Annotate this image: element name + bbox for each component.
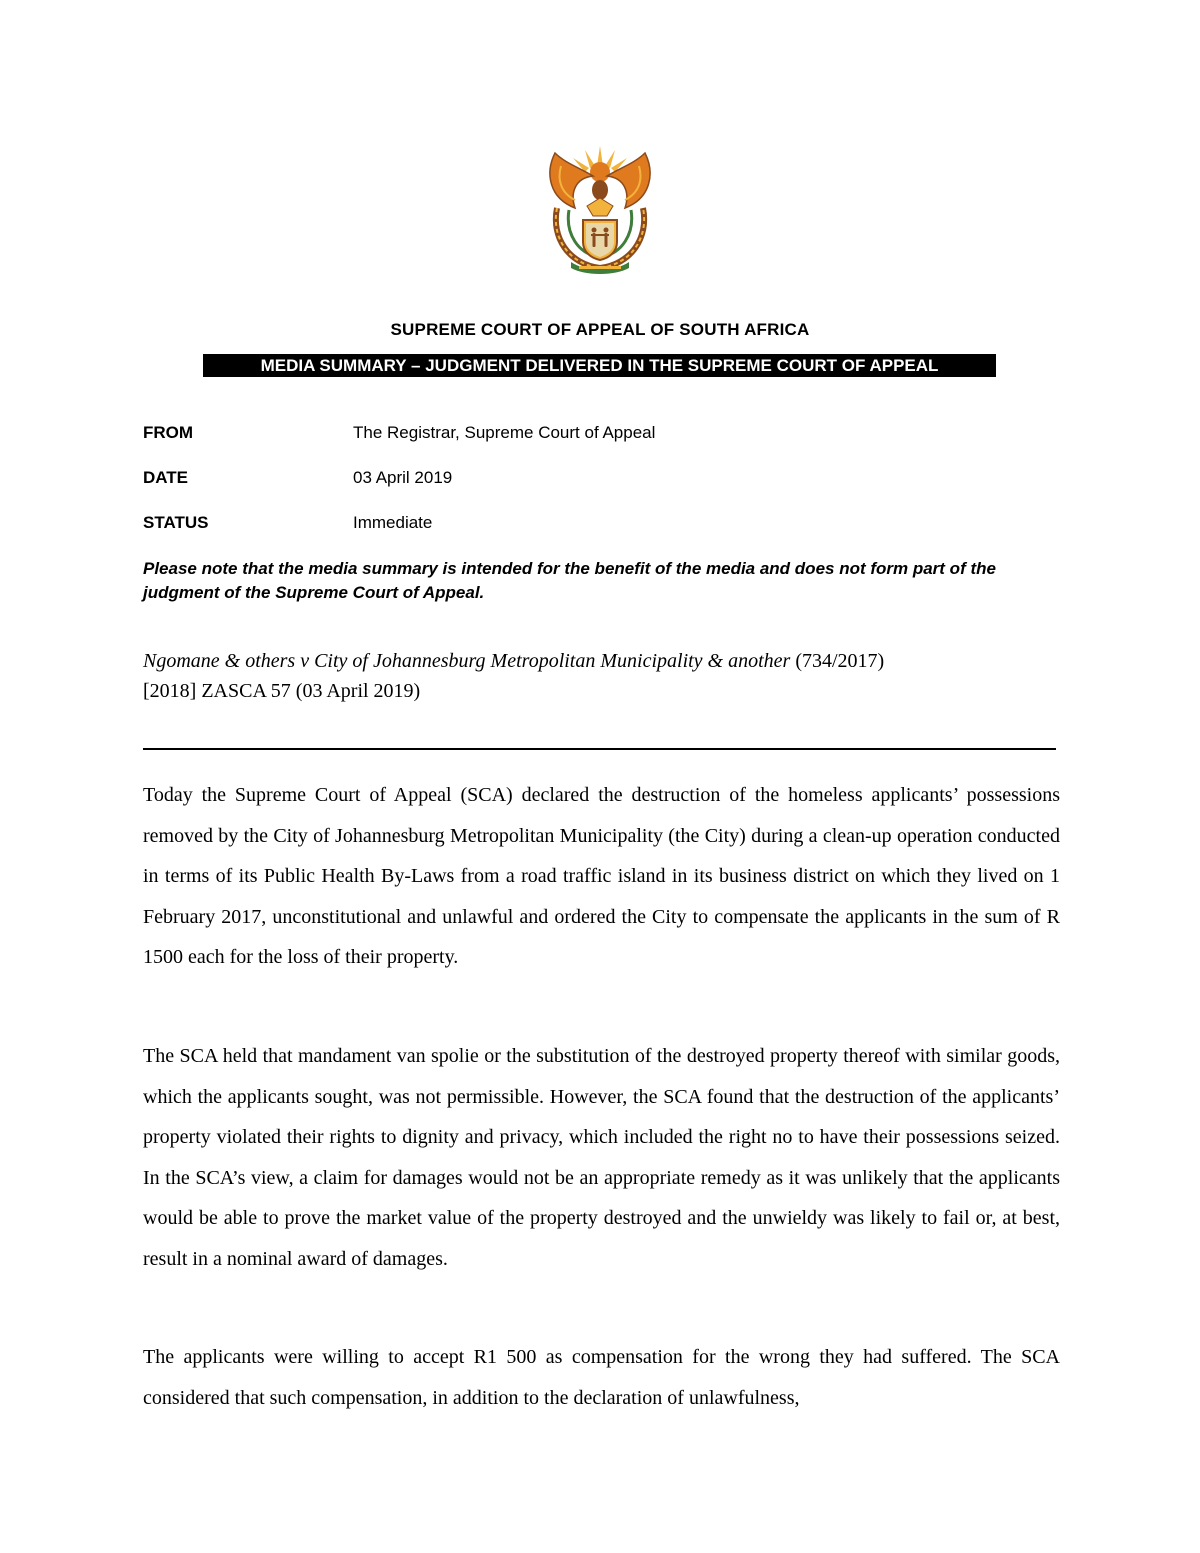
status-label: STATUS	[143, 513, 209, 532]
horizontal-divider	[143, 748, 1056, 750]
from-value: The Registrar, Supreme Court of Appeal	[353, 423, 656, 442]
from-label: FROM	[143, 423, 194, 442]
paragraph-2: The SCA held that mandament van spolie or the substitution of the destroyed property thereof with similar goods, which the applicants sought, was not permissible. However, the SCA found that the destruction of the applicants’ property violated their rights to dignity and privacy, which included the right no to have their possessions seized. In the SCA’s view, a claim for damages would not be an appropriate remedy as it was unlikely that the applicants would be able to prove the market value of the property destroyed and the unwieldy was likely to fail or, at best, result in a nominal award of damages.	[143, 1045, 1060, 1270]
status-value: Immediate	[353, 513, 433, 532]
media-summary-banner: MEDIA SUMMARY – JUDGMENT DELIVERED IN THE SUPREME COURT OF APPEAL	[203, 354, 996, 377]
case-reference: [2018] ZASCA 57 (03 April 2019)	[143, 680, 421, 702]
case-citation	[143, 646, 1063, 706]
court-name-heading: SUPREME COURT OF APPEAL OF SOUTH AFRICA	[390, 320, 810, 339]
paragraph-1: Today the Supreme Court of Appeal (SCA) declared the destruction of the homeless applicants’ possessions removed by the City of Johannesburg Metropolitan Municipality (the City) during a clean-up operation conducted in terms of its Public Health By-Laws from a road traffic island in its business district on which they lived on 1 February 2017, unconstitutional and unlawful and ordered the City to compensate the applicants in the sum of R 1500 each for the loss of their property.	[143, 784, 1060, 968]
date-value: 03 April 2019	[353, 468, 453, 487]
coat-of-arms-icon	[535, 138, 665, 278]
media-disclaimer-note: Please note that the media summary is intended for the benefit of the media and does not form part of the judgment of the Supreme Court of Appeal.	[143, 559, 996, 602]
case-name: Ngomane & others v City of Johannesburg Metropolitan Municipality & another	[143, 650, 791, 672]
date-label: DATE	[143, 468, 189, 487]
paragraph-3: The applicants were willing to accept R1 500 as compensation for the wrong they had suffered. The SCA considered that such compensation, in addition to the declaration of unlawfulness,	[143, 1346, 1060, 1409]
case-number: (734/2017)	[790, 650, 885, 672]
